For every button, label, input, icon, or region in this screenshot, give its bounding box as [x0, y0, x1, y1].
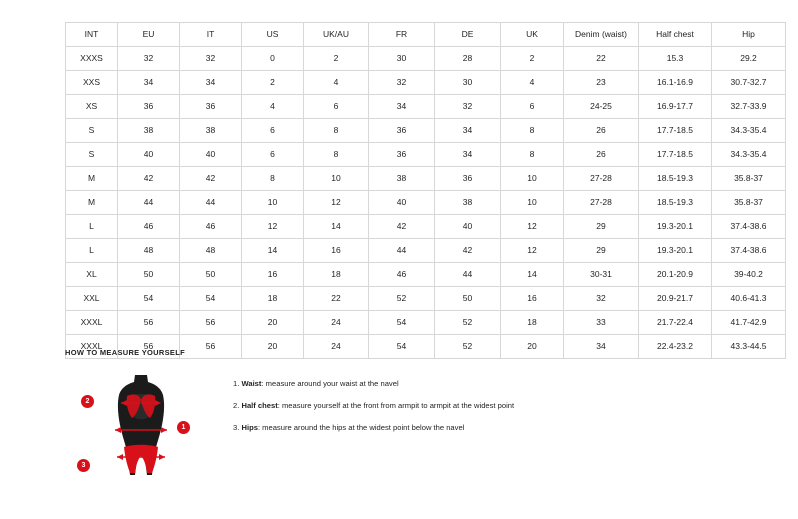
size-label-cell: L [66, 215, 118, 239]
size-value-cell: 17.7-18.5 [639, 119, 712, 143]
size-value-cell: 32 [118, 47, 180, 71]
size-value-cell: 56 [180, 311, 242, 335]
size-value-cell: 20 [242, 311, 304, 335]
size-value-cell: 22 [304, 287, 369, 311]
size-value-cell: 12 [304, 191, 369, 215]
measure-note [233, 401, 514, 410]
size-label-cell: XXXL [66, 335, 118, 359]
measure-note-text: : measure around the hips at the widest point below the navel [257, 423, 465, 433]
size-value-cell: 12 [501, 239, 564, 263]
size-value-cell: 2 [501, 47, 564, 71]
column-header-us: US [242, 23, 304, 47]
table-row [66, 71, 786, 95]
size-value-cell: 42 [435, 239, 501, 263]
size-value-cell: 42 [180, 167, 242, 191]
size-value-cell: 46 [369, 263, 435, 287]
size-value-cell: 6 [304, 95, 369, 119]
size-value-cell: 46 [180, 215, 242, 239]
table-row [66, 263, 786, 287]
measure-note [233, 379, 514, 388]
table-row [66, 287, 786, 311]
size-value-cell: 28 [435, 47, 501, 71]
measure-note-number: 1. [233, 379, 240, 388]
size-value-cell: 16 [501, 287, 564, 311]
size-value-cell: 44 [435, 263, 501, 287]
size-value-cell: 14 [242, 239, 304, 263]
size-value-cell: 0 [242, 47, 304, 71]
size-value-cell: 18.5-19.3 [639, 191, 712, 215]
size-label-cell: XXS [66, 71, 118, 95]
size-value-cell: 16 [242, 263, 304, 287]
size-value-cell: 20 [242, 335, 304, 359]
measure-note-text: : measure around your waist at the navel [261, 379, 399, 388]
size-value-cell: 52 [435, 335, 501, 359]
size-value-cell: 24 [304, 311, 369, 335]
column-header-de: DE [435, 23, 501, 47]
size-value-cell: 32 [435, 95, 501, 119]
size-value-cell: 15.3 [639, 47, 712, 71]
size-value-cell: 32.7-33.9 [712, 95, 786, 119]
size-label-cell: XXL [66, 287, 118, 311]
size-value-cell: 38 [118, 119, 180, 143]
how-to-measure-section [65, 348, 745, 497]
size-value-cell: 46 [118, 215, 180, 239]
size-value-cell: 48 [180, 239, 242, 263]
size-value-cell: 30 [435, 71, 501, 95]
size-value-cell: 4 [304, 71, 369, 95]
how-to-measure-title: HOW TO MEASURE YOURSELF [65, 348, 185, 357]
size-value-cell: 14 [501, 263, 564, 287]
size-label-cell: L [66, 239, 118, 263]
measure-note-term: Half chest [241, 401, 278, 411]
size-value-cell: 8 [304, 143, 369, 167]
size-label-cell: M [66, 191, 118, 215]
size-chart-container [65, 22, 767, 359]
size-value-cell: 19.3-20.1 [639, 215, 712, 239]
size-value-cell: 6 [501, 95, 564, 119]
size-value-cell: 32 [564, 287, 639, 311]
size-value-cell: 30-31 [564, 263, 639, 287]
table-row [66, 215, 786, 239]
size-value-cell: 24-25 [564, 95, 639, 119]
marker-3: 3 [77, 459, 90, 472]
size-value-cell: 54 [118, 287, 180, 311]
size-value-cell: 16.1-16.9 [639, 71, 712, 95]
size-value-cell: 50 [118, 263, 180, 287]
size-value-cell: 40 [369, 191, 435, 215]
size-value-cell: 56 [118, 311, 180, 335]
size-value-cell: 44 [369, 239, 435, 263]
size-value-cell: 50 [180, 263, 242, 287]
size-value-cell: 18 [501, 311, 564, 335]
size-label-cell: S [66, 119, 118, 143]
size-value-cell: 8 [501, 119, 564, 143]
size-value-cell: 52 [435, 311, 501, 335]
size-value-cell: 54 [369, 311, 435, 335]
size-label-cell: XXXS [66, 47, 118, 71]
size-value-cell: 52 [369, 287, 435, 311]
size-value-cell: 21.7-22.4 [639, 311, 712, 335]
table-header-row [66, 23, 786, 47]
size-value-cell: 34 [180, 71, 242, 95]
size-value-cell: 16 [304, 239, 369, 263]
size-value-cell: 10 [242, 191, 304, 215]
size-value-cell: 20.9-21.7 [639, 287, 712, 311]
size-label-cell: M [66, 167, 118, 191]
size-value-cell: 19.3-20.1 [639, 239, 712, 263]
size-value-cell: 6 [242, 143, 304, 167]
size-value-cell: 56 [180, 335, 242, 359]
column-header-fr: FR [369, 23, 435, 47]
size-value-cell: 56 [118, 335, 180, 359]
size-label-cell: S [66, 143, 118, 167]
size-value-cell: 36 [118, 95, 180, 119]
size-value-cell: 40.6-41.3 [712, 287, 786, 311]
size-value-cell: 34 [564, 335, 639, 359]
size-value-cell: 16.9-17.7 [639, 95, 712, 119]
size-value-cell: 35.8-37 [712, 167, 786, 191]
size-value-cell: 34.3-35.4 [712, 143, 786, 167]
size-value-cell: 26 [564, 143, 639, 167]
size-value-cell: 22 [564, 47, 639, 71]
measure-note-number: 3. [233, 423, 240, 433]
size-value-cell: 30 [369, 47, 435, 71]
size-value-cell: 14 [304, 215, 369, 239]
measure-note-text: : measure yourself at the front from armpit to armpit at the widest point [277, 401, 515, 411]
size-value-cell: 38 [369, 167, 435, 191]
size-value-cell: 54 [369, 335, 435, 359]
size-value-cell: 20.1-20.9 [639, 263, 712, 287]
table-row [66, 47, 786, 71]
size-value-cell: 36 [435, 167, 501, 191]
size-value-cell: 12 [242, 215, 304, 239]
measure-notes [233, 367, 514, 445]
size-value-cell: 18.5-19.3 [639, 167, 712, 191]
size-value-cell: 22.4-23.2 [639, 335, 712, 359]
size-value-cell: 18 [242, 287, 304, 311]
size-value-cell: 30.7-32.7 [712, 71, 786, 95]
table-row [66, 311, 786, 335]
table-row [66, 143, 786, 167]
how-to-measure-body [65, 367, 745, 497]
size-value-cell: 8 [304, 119, 369, 143]
size-value-cell: 24 [304, 335, 369, 359]
size-value-cell: 38 [180, 119, 242, 143]
size-label-cell: XL [66, 263, 118, 287]
size-value-cell: 27-28 [564, 191, 639, 215]
size-value-cell: 37.4-38.6 [712, 239, 786, 263]
size-value-cell: 40 [180, 143, 242, 167]
size-value-cell: 48 [118, 239, 180, 263]
column-header-eu: EU [118, 23, 180, 47]
column-header-uk: UK [501, 23, 564, 47]
size-value-cell: 29 [564, 239, 639, 263]
size-value-cell: 36 [369, 143, 435, 167]
measure-note-term: Waist [241, 379, 262, 388]
measure-note-number: 2. [233, 401, 240, 411]
table-row [66, 167, 786, 191]
size-value-cell: 10 [501, 191, 564, 215]
size-value-cell: 35.8-37 [712, 191, 786, 215]
size-value-cell: 42 [369, 215, 435, 239]
size-value-cell: 34 [369, 95, 435, 119]
marker-1: 1 [177, 421, 190, 434]
size-value-cell: 2 [242, 71, 304, 95]
size-value-cell: 23 [564, 71, 639, 95]
size-value-cell: 34.3-35.4 [712, 119, 786, 143]
size-value-cell: 29.2 [712, 47, 786, 71]
size-value-cell: 32 [180, 47, 242, 71]
size-value-cell: 54 [180, 287, 242, 311]
size-value-cell: 4 [242, 95, 304, 119]
column-header-denim-waist: Denim (waist) [564, 23, 639, 47]
size-value-cell: 32 [369, 71, 435, 95]
size-value-cell: 10 [501, 167, 564, 191]
size-value-cell: 29 [564, 215, 639, 239]
table-row [66, 239, 786, 263]
column-header-hip: Hip [712, 23, 786, 47]
size-value-cell: 36 [369, 119, 435, 143]
size-value-cell: 4 [501, 71, 564, 95]
size-value-cell: 27-28 [564, 167, 639, 191]
size-value-cell: 34 [118, 71, 180, 95]
size-value-cell: 18 [304, 263, 369, 287]
size-value-cell: 38 [435, 191, 501, 215]
size-value-cell: 37.4-38.6 [712, 215, 786, 239]
measure-note-term: Hips [241, 423, 258, 433]
size-value-cell: 34 [435, 119, 501, 143]
size-value-cell: 40 [118, 143, 180, 167]
table-row [66, 119, 786, 143]
size-value-cell: 44 [118, 191, 180, 215]
size-value-cell: 40 [435, 215, 501, 239]
size-value-cell: 39-40.2 [712, 263, 786, 287]
size-value-cell: 8 [242, 167, 304, 191]
size-value-cell: 17.7-18.5 [639, 143, 712, 167]
size-value-cell: 44 [180, 191, 242, 215]
size-value-cell: 42 [118, 167, 180, 191]
size-value-cell: 33 [564, 311, 639, 335]
column-header-it: IT [180, 23, 242, 47]
size-value-cell: 41.7-42.9 [712, 311, 786, 335]
column-header-uk-au: UK/AU [304, 23, 369, 47]
size-value-cell: 20 [501, 335, 564, 359]
size-value-cell: 2 [304, 47, 369, 71]
size-value-cell: 8 [501, 143, 564, 167]
size-value-cell: 43.3-44.5 [712, 335, 786, 359]
size-chart-table [65, 22, 786, 359]
size-value-cell: 50 [435, 287, 501, 311]
size-value-cell: 34 [435, 143, 501, 167]
size-value-cell: 12 [501, 215, 564, 239]
size-label-cell: XS [66, 95, 118, 119]
size-value-cell: 6 [242, 119, 304, 143]
size-value-cell: 10 [304, 167, 369, 191]
mannequin-figure [81, 367, 205, 497]
size-label-cell: XXXL [66, 311, 118, 335]
measure-note [233, 423, 514, 432]
column-header-int: INT [66, 23, 118, 47]
mannequin-illustration [111, 373, 171, 491]
table-row [66, 191, 786, 215]
size-value-cell: 26 [564, 119, 639, 143]
marker-2: 2 [81, 395, 94, 408]
column-header-half-chest: Half chest [639, 23, 712, 47]
size-value-cell: 36 [180, 95, 242, 119]
table-row [66, 95, 786, 119]
